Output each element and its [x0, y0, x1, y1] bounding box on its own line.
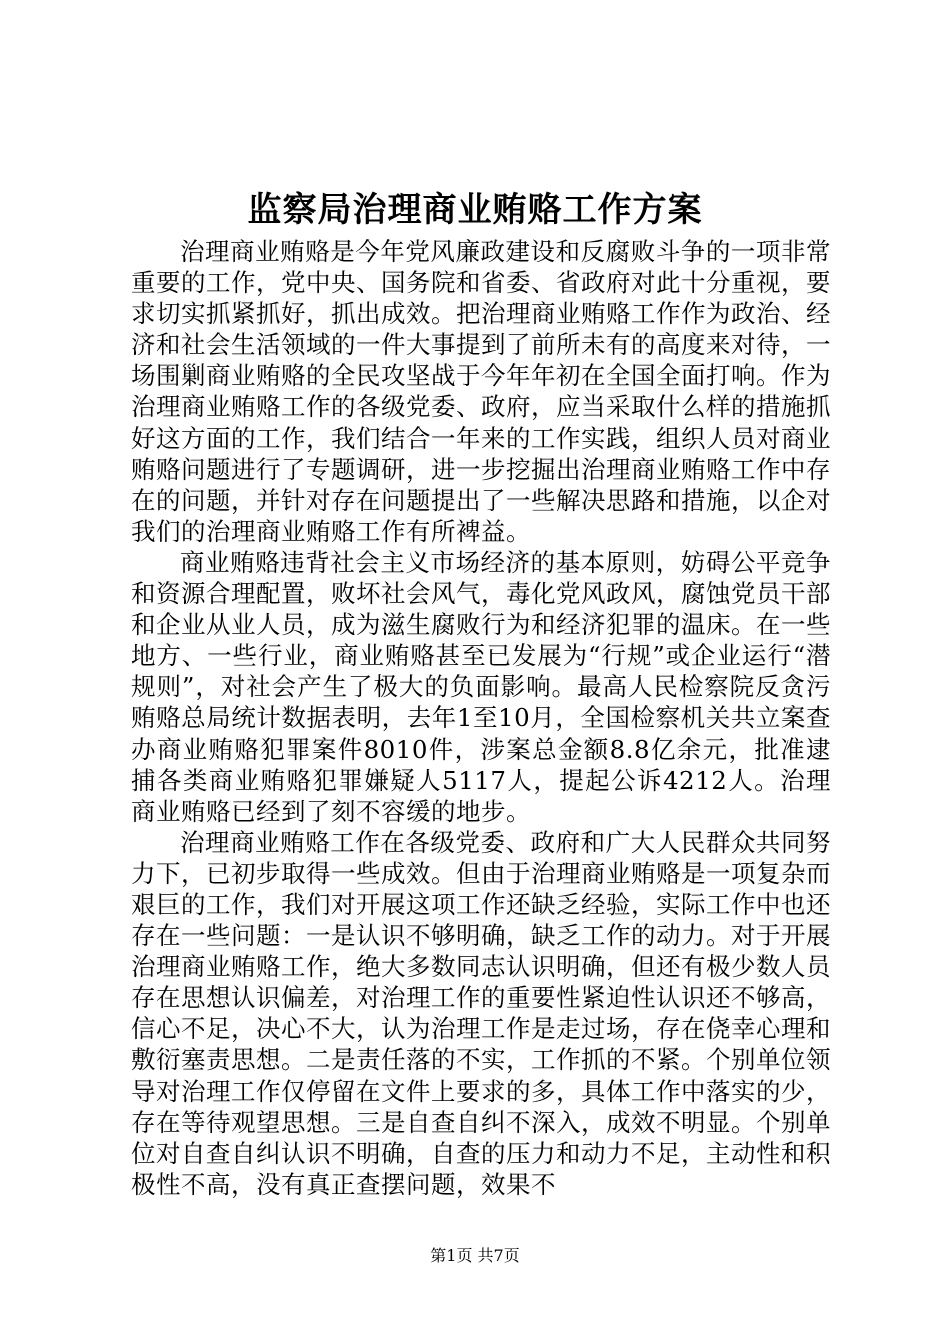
paragraph-2: 商业贿赂违背社会主义市场经济的基本原则，妨碍公平竞争和资源合理配置，败坏社会风气，毒化党风政风，腐蚀党员干部和企业从业人员，成为滋生腐败行为和经济犯罪的温床。在一些地方、一些行业，商业贿赂甚至已发展为“行规”或企业运行“潜规则”，对社会产生了极大的负面影响。最高人民检察院反贪污贿赂总局统计数据表明，去年1至10月，全国检察机关共立案查办商业贿赂犯罪案件8010件，涉案总金额8.8亿余元，批准逮捕各类商业贿赂犯罪嫌疑人5117人，提起公诉4212人。治理商业贿赂已经到了刻不容缓的地步。: [131, 547, 831, 826]
document-title: 监察局治理商业贿赂工作方案: [247, 190, 703, 230]
paragraph-1: 治理商业贿赂是今年党风廉政建设和反腐败斗争的一项非常重要的工作，党中央、国务院和省委、省政府对此十分重视，要求切实抓紧抓好，抓出成效。把治理商业贿赂工作作为政治、经济和社会生活领域的一件大事提到了前所未有的高度来对待，一场围剿商业贿赂的全民攻坚战于今年年初在全国全面打响。作为治理商业贿赂工作的各级党委、政府，应当采取什么样的措施抓好这方面的工作，我们结合一年来的工作实践，组织人员对商业贿赂问题进行了专题调研，进一步挖掘出治理商业贿赂工作中存在的问题，并针对存在问题提出了一些解决思路和措施，以企对我们的治理商业贿赂工作有所裨益。: [131, 237, 831, 546]
page-number-footer: 第1页 共7页: [430, 1246, 520, 1265]
paragraph-3: 治理商业贿赂工作在各级党委、政府和广大人民群众共同努力下，已初步取得一些成效。但由于治理商业贿赂是一项复杂而艰巨的工作，我们对开展这项工作还缺乏经验，实际工作中也还存在一些问题：一是认识不够明确，缺乏工作的动力。对于开展治理商业贿赂工作，绝大多数同志认识明确，但还有极少数人员存在思想认识偏差，对治理工作的重要性紧迫性认识还不够高，信心不足，决心不大，认为治理工作是走过场，存在侥幸心理和敷衍塞责思想。二是责任落的不实，工作抓的不紧。个别单位领导对治理工作仅停留在文件上要求的多，具体工作中落实的少，存在等待观望思想。三是自查自纠不深入，成效不明显。个别单位对自查自纠认识不明确，自查的压力和动力不足，主动性和积极性不高，没有真正查摆问题，效果不: [131, 827, 831, 1199]
document-body: [131, 236, 831, 1200]
